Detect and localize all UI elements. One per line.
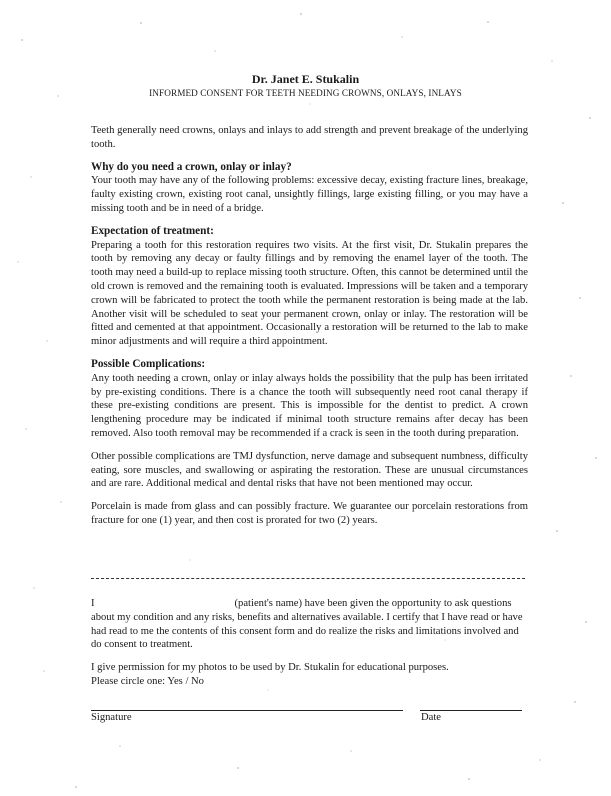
section-expectation bbox=[91, 225, 528, 349]
document-body bbox=[91, 124, 528, 537]
doctor-name: Dr. Janet E. Stukalin bbox=[251, 72, 360, 86]
intro-paragraph: Teeth generally need crowns, onlays and inlays to add strength and prevent breakage of the underlying tooth. bbox=[91, 125, 528, 150]
photo-permission bbox=[91, 661, 528, 689]
porcelain-paragraph: Porcelain is made from glass and can possibly fracture. We guarantee our porcelain restorations from fracture for one (1) year, and then cost is prorated for two (2) years. bbox=[91, 501, 528, 526]
dashed-divider bbox=[91, 578, 525, 579]
signature-label: Signature bbox=[91, 712, 132, 723]
signature-line[interactable] bbox=[91, 710, 403, 711]
photo-permission-text: I give permission for my photos to be used by Dr. Stukalin for educational purposes. bbox=[91, 662, 449, 674]
acknowledgement-paragraph bbox=[91, 597, 528, 652]
section-title: Why do you need a crown, onlay or inlay? bbox=[91, 160, 292, 173]
section-complications bbox=[91, 358, 528, 441]
section-text: Your tooth may have any of the following problems: excessive decay, existing fracture lines, breakage, faulty existing crown, existing root canal, unsightly fillings, large existing filling, or you may have a missing tooth and be in need of a bridge. bbox=[91, 175, 528, 214]
acknowledgement-text: (patient's name) have been given the opportunity to ask questions about my condition and any risks, benefits and alternatives available. I certify that I have read or have had read to me the contents of this consent form and do realize the risks and limitations involved and do consent to treatment. bbox=[91, 598, 523, 651]
section-text: Preparing a tooth for this restoration requires two visits. At the first visit, Dr. Stukalin prepares the tooth by removing any decay or faulty fillings and by removing the enamel layer of the tooth. The tooth may need a build-up to replace missing tooth structure. Often, this cannot be determined until the old crown is removed and the remaining tooth is evaluated. Impressions will be taken and a temporary crown will be fabricated to protect the tooth while the permanent restoration is being made at the lab. Another visit will be scheduled to seat your permanent crown, onlay or inlay. The restoration will be fitted and cemented at that appointment. Occasionally a restoration will be returned to the lab to make minor adjustments and will require a third appointment. bbox=[91, 239, 528, 348]
document-title: INFORMED CONSENT FOR TEETH NEEDING CROWNS, ONLAYS, INLAYS bbox=[149, 88, 462, 98]
section-title: Expectation of treatment: bbox=[91, 224, 214, 237]
acknowledgement-prefix: I bbox=[91, 598, 95, 609]
date-label: Date bbox=[421, 712, 441, 723]
document-header bbox=[0, 72, 611, 98]
other-complications-paragraph: Other possible complications are TMJ dysfunction, nerve damage and subsequent numbness, difficulty eating, sore muscles, and swallowing or aspirating the restoration. These are unusual circumstances and are rare. Additional medical and dental risks that have not been mentioned may occur. bbox=[91, 450, 528, 490]
section-title: Possible Complications: bbox=[91, 357, 206, 370]
acknowledgement-block bbox=[91, 597, 528, 698]
date-line[interactable] bbox=[420, 710, 522, 711]
yes-no-choice[interactable]: Please circle one: Yes / No bbox=[91, 675, 204, 687]
section-why bbox=[91, 161, 528, 216]
section-text: Any tooth needing a crown, onlay or inlay always holds the possibility that the pulp has been irritated by pre-existing conditions. There is a chance the tooth will subsequently need root canal therapy if these pre-existing conditions are present. This is impossible for the dentist to predict. A crown lengthening procedure may be indicated if minimal tooth structure remains after decay has been removed. Also tooth removal may be recommended if a crack is seen in the tooth during preparation. bbox=[91, 372, 528, 439]
